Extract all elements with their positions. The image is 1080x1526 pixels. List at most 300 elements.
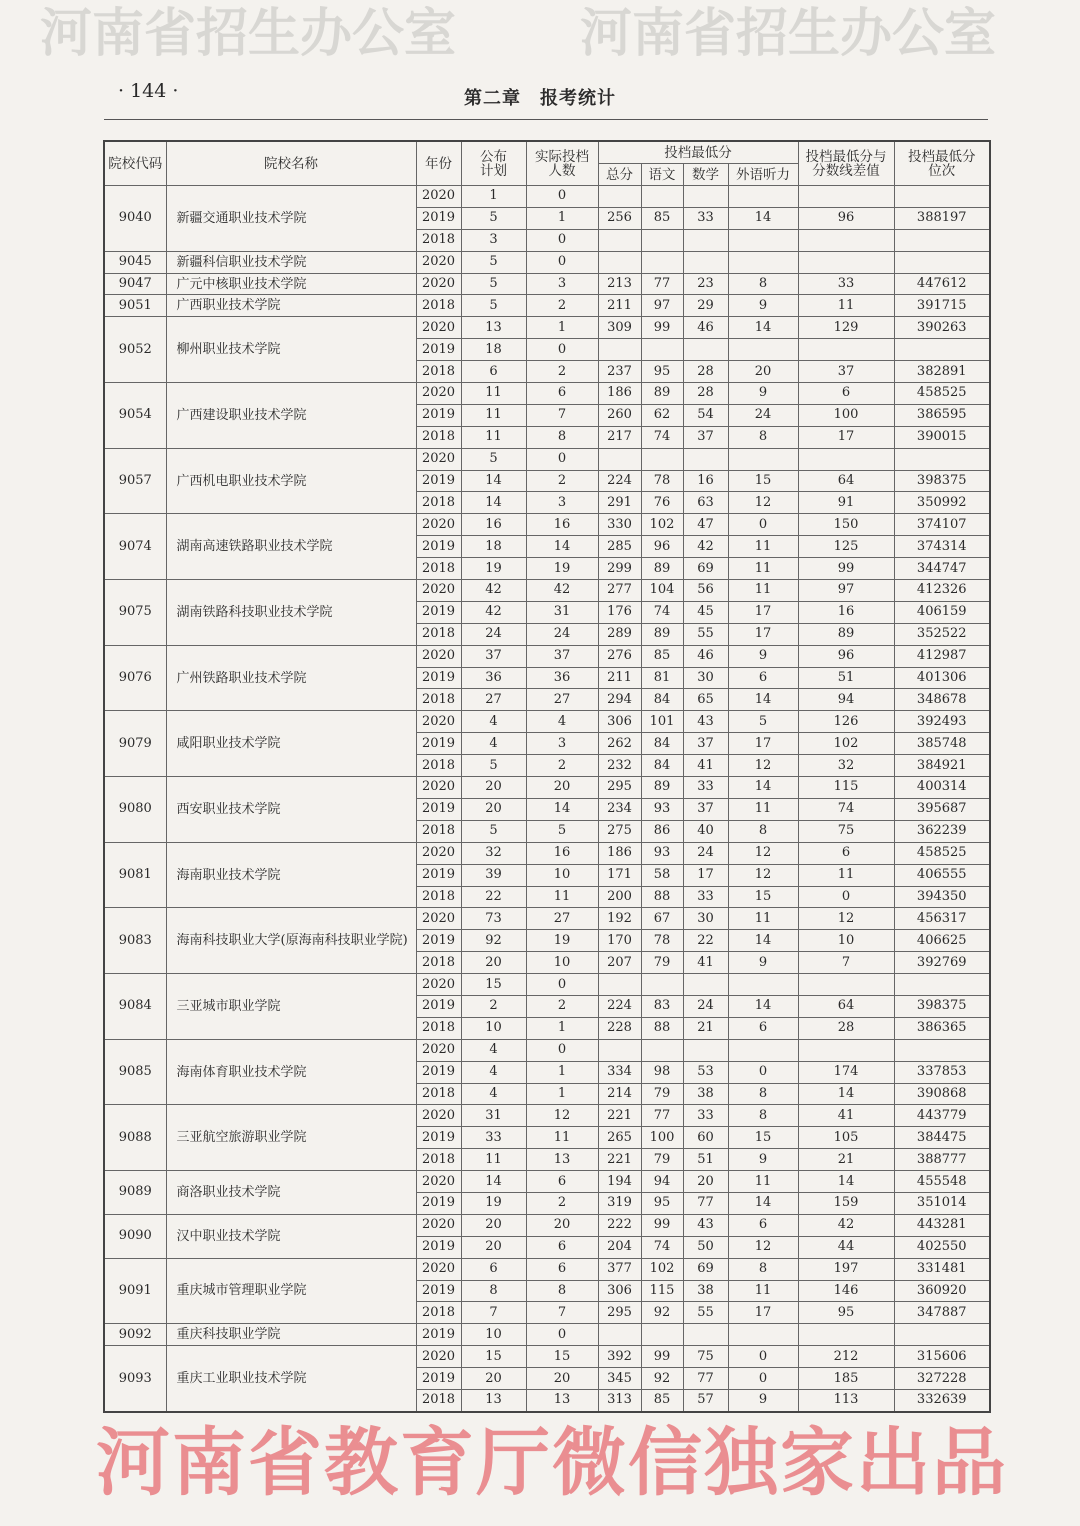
cell-year: 2019	[416, 995, 461, 1017]
cell-year: 2020	[416, 273, 461, 295]
cell-total	[598, 1324, 641, 1346]
cell-rank: 384921	[894, 755, 990, 777]
cell-rank: 401306	[894, 667, 990, 689]
cell-diff: 212	[798, 1346, 894, 1368]
cell-actual: 0	[526, 974, 598, 996]
cell-chinese: 77	[641, 1105, 683, 1127]
cell-english: 11	[728, 798, 798, 820]
cell-english: 17	[728, 623, 798, 645]
cell-english: 12	[728, 842, 798, 864]
cell-diff: 150	[798, 514, 894, 536]
cell-math: 17	[683, 864, 728, 886]
cell-chinese: 84	[641, 689, 683, 711]
cell-actual: 6	[526, 383, 598, 405]
cell-math: 47	[683, 514, 728, 536]
cell-diff: 28	[798, 1017, 894, 1039]
cell-total	[598, 251, 641, 273]
cell-rank: 390015	[894, 426, 990, 448]
cell-math: 33	[683, 886, 728, 908]
cell-chinese: 84	[641, 733, 683, 755]
cell-rank: 386595	[894, 404, 990, 426]
cell-math: 21	[683, 1017, 728, 1039]
header-actual: 实际投档人数	[526, 141, 598, 186]
cell-total: 186	[598, 383, 641, 405]
table-row	[104, 1324, 990, 1346]
cell-rank: 455548	[894, 1171, 990, 1193]
cell-plan: 11	[461, 1149, 526, 1171]
cell-math: 41	[683, 952, 728, 974]
cell-actual: 15	[526, 1346, 598, 1368]
cell-diff: 125	[798, 536, 894, 558]
cell-plan: 8	[461, 1280, 526, 1302]
cell-total: 392	[598, 1346, 641, 1368]
cell-math: 23	[683, 273, 728, 295]
cell-year: 2020	[416, 974, 461, 996]
cell-rank: 412326	[894, 580, 990, 602]
school-code: 9040	[104, 186, 166, 252]
cell-rank: 390868	[894, 1083, 990, 1105]
cell-actual: 27	[526, 908, 598, 930]
cell-rank: 443779	[894, 1105, 990, 1127]
cell-total: 306	[598, 1280, 641, 1302]
cell-plan: 20	[461, 798, 526, 820]
school-code: 9052	[104, 317, 166, 383]
cell-english: 8	[728, 426, 798, 448]
cell-year: 2018	[416, 1083, 461, 1105]
header-total: 总分	[598, 164, 641, 186]
header-math: 数学	[683, 164, 728, 186]
cell-total: 217	[598, 426, 641, 448]
cell-chinese: 99	[641, 1214, 683, 1236]
cell-actual: 20	[526, 1214, 598, 1236]
cell-rank: 398375	[894, 470, 990, 492]
cell-diff: 97	[798, 580, 894, 602]
cell-math: 53	[683, 1061, 728, 1083]
cell-year: 2020	[416, 186, 461, 208]
cell-plan: 14	[461, 1171, 526, 1193]
cell-math	[683, 186, 728, 208]
cell-chinese	[641, 339, 683, 361]
cell-chinese: 79	[641, 952, 683, 974]
cell-diff: 17	[798, 426, 894, 448]
cell-year: 2019	[416, 798, 461, 820]
header-min-score: 投档最低分	[598, 141, 798, 164]
school-code: 9045	[104, 251, 166, 273]
school-name: 新疆交通职业技术学院	[166, 186, 416, 252]
header-plan: 公布计划	[461, 141, 526, 186]
cell-chinese: 88	[641, 886, 683, 908]
cell-total	[598, 974, 641, 996]
header-name: 院校名称	[166, 141, 416, 186]
cell-total: 276	[598, 645, 641, 667]
cell-english: 11	[728, 908, 798, 930]
cell-diff: 74	[798, 798, 894, 820]
cell-math: 43	[683, 1214, 728, 1236]
cell-plan: 10	[461, 1017, 526, 1039]
cell-english	[728, 251, 798, 273]
cell-chinese: 85	[641, 645, 683, 667]
header-year: 年份	[416, 141, 461, 186]
cell-chinese: 89	[641, 383, 683, 405]
cell-english: 11	[728, 1171, 798, 1193]
cell-total: 204	[598, 1236, 641, 1258]
cell-english: 5	[728, 711, 798, 733]
cell-math: 37	[683, 798, 728, 820]
cell-chinese	[641, 1039, 683, 1061]
cell-total: 260	[598, 404, 641, 426]
cell-english: 14	[728, 930, 798, 952]
cell-math: 69	[683, 1258, 728, 1280]
cell-plan: 15	[461, 1346, 526, 1368]
cell-actual: 16	[526, 514, 598, 536]
cell-actual: 10	[526, 864, 598, 886]
cell-diff: 64	[798, 995, 894, 1017]
school-code: 9088	[104, 1105, 166, 1171]
cell-year: 2019	[416, 1368, 461, 1390]
school-name: 柳州职业技术学院	[166, 317, 416, 383]
table-row	[104, 842, 990, 864]
school-name: 重庆城市管理职业学院	[166, 1258, 416, 1324]
school-code: 9085	[104, 1039, 166, 1105]
cell-chinese: 79	[641, 1083, 683, 1105]
cell-total	[598, 339, 641, 361]
cell-diff: 126	[798, 711, 894, 733]
cell-actual: 13	[526, 1149, 598, 1171]
cell-actual: 2	[526, 470, 598, 492]
cell-total: 377	[598, 1258, 641, 1280]
cell-total: 299	[598, 558, 641, 580]
cell-total: 306	[598, 711, 641, 733]
cell-actual: 20	[526, 1368, 598, 1390]
cell-plan: 5	[461, 755, 526, 777]
cell-diff: 10	[798, 930, 894, 952]
cell-english: 11	[728, 580, 798, 602]
cell-math: 37	[683, 426, 728, 448]
cell-english: 8	[728, 1258, 798, 1280]
cell-diff: 33	[798, 273, 894, 295]
school-name: 商洛职业技术学院	[166, 1171, 416, 1215]
cell-english: 9	[728, 645, 798, 667]
school-name: 三亚航空旅游职业学院	[166, 1105, 416, 1171]
cell-plan: 11	[461, 404, 526, 426]
cell-actual: 14	[526, 536, 598, 558]
cell-chinese: 79	[641, 1149, 683, 1171]
cell-plan: 5	[461, 207, 526, 229]
cell-chinese	[641, 974, 683, 996]
cell-plan: 22	[461, 886, 526, 908]
cell-diff: 41	[798, 1105, 894, 1127]
cell-rank: 315606	[894, 1346, 990, 1368]
cell-year: 2020	[416, 317, 461, 339]
cell-math: 46	[683, 317, 728, 339]
cell-english	[728, 229, 798, 251]
cell-total: 224	[598, 995, 641, 1017]
cell-math: 75	[683, 1346, 728, 1368]
school-code: 9084	[104, 974, 166, 1040]
cell-actual: 1	[526, 317, 598, 339]
cell-year: 2018	[416, 558, 461, 580]
school-code: 9080	[104, 777, 166, 843]
cell-diff: 95	[798, 1302, 894, 1324]
cell-chinese: 81	[641, 667, 683, 689]
cell-diff: 174	[798, 1061, 894, 1083]
cell-chinese: 58	[641, 864, 683, 886]
cell-actual: 12	[526, 1105, 598, 1127]
cell-diff: 159	[798, 1192, 894, 1214]
cell-year: 2020	[416, 711, 461, 733]
cell-year: 2019	[416, 1127, 461, 1149]
cell-chinese: 101	[641, 711, 683, 733]
cell-diff	[798, 229, 894, 251]
cell-rank: 374314	[894, 536, 990, 558]
cell-rank: 398375	[894, 995, 990, 1017]
cell-chinese: 95	[641, 361, 683, 383]
cell-math: 30	[683, 908, 728, 930]
cell-math: 24	[683, 842, 728, 864]
table-row	[104, 295, 990, 317]
table-row	[104, 448, 990, 470]
cell-year: 2020	[416, 383, 461, 405]
cell-math	[683, 448, 728, 470]
cell-diff: 14	[798, 1171, 894, 1193]
cell-rank: 388777	[894, 1149, 990, 1171]
cell-english: 9	[728, 295, 798, 317]
cell-plan: 19	[461, 558, 526, 580]
cell-total: 170	[598, 930, 641, 952]
cell-year: 2020	[416, 1214, 461, 1236]
school-name: 湖南铁路科技职业技术学院	[166, 580, 416, 646]
cell-english: 9	[728, 1389, 798, 1411]
cell-year: 2019	[416, 339, 461, 361]
table-row	[104, 186, 990, 208]
cell-year: 2020	[416, 580, 461, 602]
cell-actual: 3	[526, 273, 598, 295]
cell-english: 14	[728, 1192, 798, 1214]
cell-english: 8	[728, 1083, 798, 1105]
cell-actual: 4	[526, 711, 598, 733]
cell-rank: 362239	[894, 820, 990, 842]
cell-total: 319	[598, 1192, 641, 1214]
cell-year: 2018	[416, 952, 461, 974]
cell-english: 15	[728, 886, 798, 908]
cell-actual: 3	[526, 492, 598, 514]
cell-diff: 113	[798, 1389, 894, 1411]
cell-chinese: 92	[641, 1368, 683, 1390]
cell-plan: 20	[461, 952, 526, 974]
table-row	[104, 1105, 990, 1127]
cell-actual: 1	[526, 1061, 598, 1083]
cell-total: 211	[598, 295, 641, 317]
cell-actual: 31	[526, 601, 598, 623]
cell-actual: 0	[526, 339, 598, 361]
cell-diff: 12	[798, 908, 894, 930]
cell-year: 2018	[416, 1302, 461, 1324]
cell-rank: 395687	[894, 798, 990, 820]
cell-actual: 7	[526, 1302, 598, 1324]
school-name: 咸阳职业技术学院	[166, 711, 416, 777]
cell-total: 232	[598, 755, 641, 777]
cell-plan: 7	[461, 1302, 526, 1324]
cell-math	[683, 339, 728, 361]
cell-chinese: 89	[641, 558, 683, 580]
cell-plan: 5	[461, 295, 526, 317]
school-name: 广西机电职业技术学院	[166, 448, 416, 514]
cell-diff: 94	[798, 689, 894, 711]
cell-plan: 3	[461, 229, 526, 251]
cell-math: 38	[683, 1083, 728, 1105]
cell-chinese: 84	[641, 755, 683, 777]
cell-plan: 20	[461, 1368, 526, 1390]
cell-chinese: 97	[641, 295, 683, 317]
cell-rank: 350992	[894, 492, 990, 514]
cell-chinese: 74	[641, 1236, 683, 1258]
cell-actual: 27	[526, 689, 598, 711]
cell-total: 285	[598, 536, 641, 558]
table-row	[104, 317, 990, 339]
cell-rank: 402550	[894, 1236, 990, 1258]
cell-plan: 1	[461, 186, 526, 208]
school-code: 9083	[104, 908, 166, 974]
cell-rank	[894, 1324, 990, 1346]
cell-actual: 0	[526, 448, 598, 470]
cell-actual: 7	[526, 404, 598, 426]
cell-year: 2020	[416, 842, 461, 864]
cell-plan: 14	[461, 492, 526, 514]
cell-total: 186	[598, 842, 641, 864]
cell-year: 2020	[416, 1039, 461, 1061]
cell-year: 2018	[416, 1149, 461, 1171]
cell-math: 57	[683, 1389, 728, 1411]
cell-english	[728, 448, 798, 470]
table-row	[104, 974, 990, 996]
cell-diff: 6	[798, 842, 894, 864]
cell-english: 9	[728, 383, 798, 405]
cell-diff: 105	[798, 1127, 894, 1149]
cell-diff: 21	[798, 1149, 894, 1171]
cell-year: 2019	[416, 470, 461, 492]
cell-chinese: 78	[641, 470, 683, 492]
cell-english: 8	[728, 1105, 798, 1127]
cell-chinese: 67	[641, 908, 683, 930]
watermark-grey-bottom: 河南省招生办公室	[580, 4, 997, 64]
table-row	[104, 251, 990, 273]
cell-total: 277	[598, 580, 641, 602]
cell-rank: 386365	[894, 1017, 990, 1039]
cell-math	[683, 251, 728, 273]
cell-actual: 0	[526, 251, 598, 273]
cell-diff: 6	[798, 383, 894, 405]
school-name: 海南科技职业大学(原海南科技职业学院)	[166, 908, 416, 974]
cell-year: 2018	[416, 295, 461, 317]
cell-math: 29	[683, 295, 728, 317]
cell-chinese: 98	[641, 1061, 683, 1083]
cell-diff: 0	[798, 886, 894, 908]
table-row	[104, 383, 990, 405]
cell-diff: 91	[798, 492, 894, 514]
cell-chinese	[641, 251, 683, 273]
cell-chinese: 96	[641, 536, 683, 558]
cell-english: 0	[728, 514, 798, 536]
cell-year: 2018	[416, 886, 461, 908]
cell-year: 2020	[416, 514, 461, 536]
cell-chinese: 74	[641, 601, 683, 623]
cell-plan: 4	[461, 1039, 526, 1061]
cell-math: 41	[683, 755, 728, 777]
cell-math: 40	[683, 820, 728, 842]
school-code: 9081	[104, 842, 166, 908]
cell-actual: 2	[526, 995, 598, 1017]
cell-diff: 44	[798, 1236, 894, 1258]
cell-plan: 4	[461, 1083, 526, 1105]
school-name: 广西职业技术学院	[166, 295, 416, 317]
cell-english: 12	[728, 1236, 798, 1258]
cell-plan: 32	[461, 842, 526, 864]
cell-diff	[798, 974, 894, 996]
cell-chinese: 93	[641, 842, 683, 864]
school-code: 9075	[104, 580, 166, 646]
cell-total: 295	[598, 1302, 641, 1324]
cell-math: 33	[683, 1105, 728, 1127]
cell-english: 24	[728, 404, 798, 426]
cell-plan: 39	[461, 864, 526, 886]
cell-math	[683, 1324, 728, 1346]
cell-chinese	[641, 1324, 683, 1346]
cell-plan: 42	[461, 580, 526, 602]
cell-english: 9	[728, 952, 798, 974]
cell-diff: 99	[798, 558, 894, 580]
cell-actual: 0	[526, 1039, 598, 1061]
cell-rank	[894, 974, 990, 996]
cell-rank: 458525	[894, 842, 990, 864]
cell-total: 291	[598, 492, 641, 514]
cell-diff: 102	[798, 733, 894, 755]
cell-year: 2018	[416, 492, 461, 514]
cell-math: 69	[683, 558, 728, 580]
cell-plan: 33	[461, 1127, 526, 1149]
cell-plan: 4	[461, 1061, 526, 1083]
cell-actual: 0	[526, 229, 598, 251]
watermark-grey-top: 河南省招生办公室	[40, 4, 457, 64]
cell-total: 289	[598, 623, 641, 645]
cell-actual: 24	[526, 623, 598, 645]
table-row	[104, 645, 990, 667]
cell-rank: 388197	[894, 207, 990, 229]
cell-actual: 37	[526, 645, 598, 667]
cell-rank	[894, 229, 990, 251]
cell-english: 14	[728, 689, 798, 711]
school-name: 三亚城市职业学院	[166, 974, 416, 1040]
header-chinese: 语文	[641, 164, 683, 186]
cell-chinese: 89	[641, 777, 683, 799]
cell-english: 0	[728, 1061, 798, 1083]
cell-year: 2020	[416, 908, 461, 930]
cell-plan: 5	[461, 273, 526, 295]
cell-diff	[798, 186, 894, 208]
cell-actual: 42	[526, 580, 598, 602]
cell-english: 17	[728, 601, 798, 623]
cell-plan: 10	[461, 1324, 526, 1346]
cell-plan: 92	[461, 930, 526, 952]
cell-diff: 96	[798, 207, 894, 229]
cell-year: 2020	[416, 1346, 461, 1368]
cell-math: 33	[683, 777, 728, 799]
cell-year: 2018	[416, 820, 461, 842]
cell-chinese: 92	[641, 1302, 683, 1324]
cell-english	[728, 1324, 798, 1346]
cell-total: 234	[598, 798, 641, 820]
cell-plan: 19	[461, 1192, 526, 1214]
cell-rank: 458525	[894, 383, 990, 405]
